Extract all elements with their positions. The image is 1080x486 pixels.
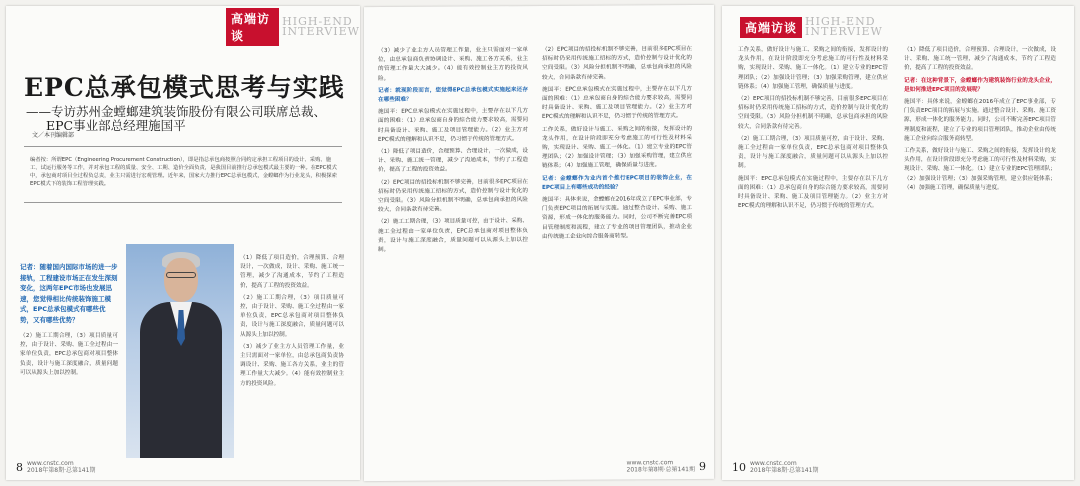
body-column: （1）降低了项目造价，合理预算、合理设计，一次做成，设计、采购、施工统一管理，减少了沟通成本，节约了工程造价，提高了工程的投资效益。 （2）施工工期合理，（3）项目质量可控，由于设计、采购、施工全过程由一家单位负责，EPC总承包商对项目整体负责，设计与施工深度融合，质量问题可以从源头上加以控制。 （3）减少了业主方人员管理工作量，业主只需面对一家单位，由总承包商负责协调设计、采购、施工各方关系，业主的管理工作量大大减少。（4）能有效控制业主方的投资风险。 — [240, 255, 344, 387]
portrait-photo — [126, 244, 234, 458]
page-right — [722, 6, 1074, 480]
page-number: 9 — [699, 459, 706, 474]
article-subtitle-line1: ——专访苏州金螳螂建筑装饰股份有限公司联席总裁、 — [26, 104, 327, 119]
question-text: 记者：金螳螂作为业内首个推行EPC项目的装饰企业，在EPC项目上有哪些成功的经验？ — [542, 174, 692, 191]
page-left — [6, 6, 360, 480]
section-label: 高端访谈 — [740, 17, 802, 38]
byline: 文／本刊编辑部 — [32, 132, 75, 139]
body-column: （1）降低了项目造价，合理预算、合理设计，一次做成，设计、采购、施工统一管理，减少了沟通成本，节约了工程造价，提高了工程的投资效益。 记者：在这种背景下，金螳螂作为建筑装饰行业的龙头企业，是如何推进EPC项目的发展呢？ 施国平：具体来说，金螳螂在2016年成立了EPC事业部，专门负责EPC项目的拓展与实施。通过整合设计、采购、施工资源，形成一体化的服务能力。同时，公司不断完善EPC项目管理制度和流程，建立了专业的项目管理团队，推动企业由传统施工企业向综合服务商转型。 工作关系，做好设计与施工、采购之间的衔接，发挥设计的龙头作用，在设计阶段即充分考虑施工的可行性及材料采购，实现设计、采购、施工一体化。（1）建立专业的EPC管理团队；（2）加强设计管理；（3）加强采购管理，建立供应链体系；（4）加强施工管理，确保质量与进度。 — [904, 47, 1056, 191]
body-column: 工作关系，做好设计与施工、采购之间的衔接，发挥设计的龙头作用，在设计阶段即充分考虑施工的可行性及材料采购，实现设计、采购、施工一体化。（1）建立专业的EPC管理团队；（2）加强设计管理；（3）加强采购管理，建立供应链体系；（4）加强施工管理，确保质量与进度。 （2）EPC项目的招投标机制不够完善，目前很多EPC项目在招标时仍采用传统施工招标的方式，造价控制与设计优化的空间受限。（3）风险分担机制不明确，总承包商承担的风险较大，合同条款有待完善。 （2）施工工期合理，（3）项目质量可控，由于设计、采购、施工全过程由一家单位负责，EPC总承包商对项目整体负责，设计与施工深度融合，质量问题可以从源头上加以控制。 施国平：EPC总承包模式在实施过程中，主要存在以下几方面的困难：（1）总承包商自身的综合能力要求较高，需要同时具备设计、采购、施工及项目管理能力。（2）业主方对EPC模式的理解和认识不足，仍习惯于传统的管理方式。 — [738, 47, 888, 210]
page-footer: www.cnstc.com 2018年第8期·总第141期 9 — [626, 459, 706, 474]
section-label-en: HIGH-END INTERVIEW — [282, 15, 360, 38]
section-label: 高端访谈 — [226, 8, 279, 46]
divider — [24, 146, 342, 147]
page-footer: 10 www.cnstc.com 2018年第8期·总第141期 — [732, 460, 819, 474]
article-title: EPC总承包模式思考与实践 — [24, 73, 345, 102]
section-label-en: HIGH-END INTERVIEW — [805, 15, 883, 38]
page-number: 8 — [16, 461, 23, 474]
page-number: 10 — [732, 461, 746, 474]
question-text: 记者：就现阶段而言，您觉得EPC总承包模式实施起来还存在哪些困难？ — [378, 86, 528, 103]
question-text: 记者：在这种背景下，金螳螂作为建筑装饰行业的龙头企业，是如何推进EPC项目的发展呢？ — [904, 77, 1056, 93]
head-shape — [164, 258, 198, 302]
body-column: （2）EPC项目的招投标机制不够完善，目前很多EPC项目在招标时仍采用传统施工招标的方式，造价控制与设计优化的空间受限。（3）风险分担机制不明确，总承包商承担的风险较大，合同条款有待完善。 施国平：EPC总承包模式在实施过程中，主要存在以下几方面的困难：（1）总承包商自身的综合能力要求较高，需要同时具备设计、采购、施工及项目管理能力。（2）业主方对EPC模式的理解和认识不足，仍习惯于传统的管理方式。 工作关系，做好设计与施工、采购之间的衔接，发挥设计的龙头作用，在设计阶段即充分考虑施工的可行性及材料采购，实现设计、采购、施工一体化。（1）建立专业的EPC管理团队；（2）加强设计管理；（3）加强采购管理，建立供应链体系；（4）加强施工管理，确保质量与进度。 记者：金螳螂作为业内首个推行EPC项目的装饰企业，在EPC项目上有哪些成功的经验？ 施国平：具体来说，金螳螂在2016年成立了EPC事业部，专门负责EPC项目的拓展与实施。通过整合设计、采购、施工资源，形成一体化的服务能力。同时，公司不断完善EPC项目管理制度和流程，建立了专业的项目管理团队，推动企业由传统施工企业向综合服务商转型。 — [542, 46, 692, 240]
section-header — [226, 12, 360, 43]
body-column: （2）施工工期合理，（3）项目质量可控，由于设计、采购、施工全过程由一家单位负责，EPC总承包商对项目整体负责，设计与施工深度融合，质量问题可以从源头上加以控制。 — [20, 333, 118, 376]
section-header — [740, 16, 883, 38]
page-middle — [364, 5, 714, 481]
body-column: （3）减少了业主方人员管理工作量，业主只需面对一家单位，由总承包商负责协调设计、采购、施工各方关系，业主的管理工作量大大减少。（4）能有效控制业主方的投资风险。 记者：就现阶段而言，您觉得EPC总承包模式实施起来还存在哪些困难？ 施国平：EPC总承包模式在实施过程中，主要存在以下几方面的困难：（1）总承包商自身的综合能力要求较高，需要同时具备设计、采购、施工及项目管理能力。（2）业主方对EPC模式的理解和认识不足，仍习惯于传统的管理方式。 （1）降低了项目造价，合理预算、合理设计，一次做成，设计、采购、施工统一管理，减少了沟通成本，节约了工程造价，提高了工程的投资效益。 （2）EPC项目的招投标机制不够完善，目前很多EPC项目在招标时仍采用传统施工招标的方式，造价控制与设计优化的空间受限。（3）风险分担机制不明确，总承包商承担的风险较大，合同条款有待完善。 （2）施工工期合理，（3）项目质量可控，由于设计、采购、施工全过程由一家单位负责，EPC总承包商对项目整体负责，设计与施工深度融合，质量问题可以从源头上加以控制。 — [378, 47, 528, 254]
page-footer: 8 www.cnstc.com 2018年第8期·总第141期 — [16, 460, 96, 474]
pull-quote: 记者：随着国内国际市场的进一步接轨，工程建设市场正在发生深刻变化，这两年EPC市场也发展迅速，您觉得相比传统装饰施工模式，EPC总承包模式有哪些优势，又有哪些优势？ — [20, 263, 118, 324]
divider — [24, 202, 342, 203]
article-subtitle-line2: EPC事业部总经理施国平 — [46, 118, 186, 133]
glasses-shape — [166, 272, 196, 278]
editor-note: 编者按：所谓EPC（Engineering Procurement Construction），即是指总承包商按照合同约定承担工程项目的设计、采购、施工、试运行服务等工作，并对承包工程的质量、安全、工期、造价全面负责，是我国目前推行总承包模式最主要的一种。在EPC模式中，承包商对项目全过程负总责，业主只需进行宏观管理。近年来，国家大力推行EPC总承包模式，金螳螂作为行业龙头，积极探索EPC模式下的装饰工程管理实践。 — [30, 157, 337, 187]
